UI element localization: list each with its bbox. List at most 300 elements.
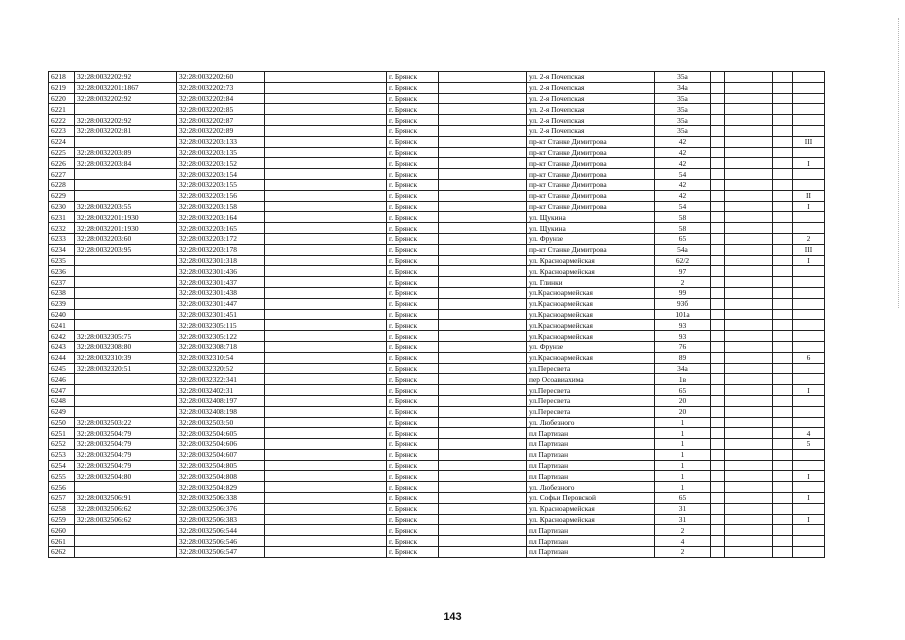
empty-cell [265,439,387,450]
cadastral-number-cell: 32:28:0032203:152 [177,158,265,169]
row-number-cell: 6251 [49,428,75,439]
street-cell: ул.Красноармейская [527,287,655,298]
empty-cell [725,493,773,504]
parent-cadastral-number-cell [75,179,177,190]
empty-cell [711,493,725,504]
parent-cadastral-number-cell [75,266,177,277]
empty-cell [711,449,725,460]
empty-cell [725,439,773,450]
empty-cell [439,439,527,450]
empty-cell [711,287,725,298]
city-cell: г. Брянск [387,201,439,212]
empty-cell [773,514,793,525]
city-cell: г. Брянск [387,503,439,514]
table-row [49,233,825,244]
cadastral-number-cell: 32:28:0032320:52 [177,363,265,374]
city-cell: г. Брянск [387,428,439,439]
house-number-cell: 2 [655,525,711,536]
empty-cell [265,374,387,385]
empty-cell [725,136,773,147]
parent-cadastral-number-cell: 32:28:0032203:95 [75,244,177,255]
parent-cadastral-number-cell [75,104,177,115]
cadastral-number-cell: 32:28:0032506:547 [177,547,265,558]
city-cell: г. Брянск [387,147,439,158]
street-cell: ул.Пересвета [527,385,655,396]
house-number-cell: 89 [655,352,711,363]
parent-cadastral-number-cell [75,547,177,558]
cadastral-number-cell: 32:28:0032408:197 [177,395,265,406]
empty-cell [439,82,527,93]
street-cell: пр-кт Станке Димитрова [527,158,655,169]
cadastral-number-cell: 32:28:0032504:607 [177,449,265,460]
house-number-cell: 54 [655,201,711,212]
empty-cell [773,547,793,558]
city-cell: г. Брянск [387,536,439,547]
street-cell: пл Партизан [527,536,655,547]
empty-cell [711,352,725,363]
street-cell: пр-кт Станке Димитрова [527,179,655,190]
premises-cell: III [793,244,825,255]
row-number-cell: 6241 [49,320,75,331]
street-cell: ул. Фрунзе [527,233,655,244]
empty-cell [265,255,387,266]
city-cell: г. Брянск [387,115,439,126]
city-cell: г. Брянск [387,223,439,234]
city-cell: г. Брянск [387,190,439,201]
page-number: 143 [443,611,462,623]
premises-cell [793,115,825,126]
empty-cell [711,428,725,439]
empty-cell [439,417,527,428]
row-number-cell: 6247 [49,385,75,396]
empty-cell [725,233,773,244]
house-number-cell: 31 [655,503,711,514]
empty-cell [439,169,527,180]
cadastral-number-cell: 32:28:0032503:50 [177,417,265,428]
empty-cell [711,298,725,309]
empty-cell [265,352,387,363]
city-cell: г. Брянск [387,72,439,83]
table-row [49,93,825,104]
empty-cell [265,266,387,277]
empty-cell [725,125,773,136]
empty-cell [773,125,793,136]
empty-cell [439,493,527,504]
parent-cadastral-number-cell: 32:28:0032504:79 [75,460,177,471]
empty-cell [265,158,387,169]
city-cell: г. Брянск [387,179,439,190]
cadastral-number-cell: 32:28:0032506:338 [177,493,265,504]
parent-cadastral-number-cell [75,406,177,417]
premises-cell [793,395,825,406]
street-cell: пр-кт Станке Димитрова [527,201,655,212]
empty-cell [439,287,527,298]
empty-cell [265,406,387,417]
premises-cell [793,125,825,136]
empty-cell [711,406,725,417]
street-cell: ул. Красноармейская [527,266,655,277]
empty-cell [711,395,725,406]
empty-cell [711,233,725,244]
empty-cell [439,460,527,471]
empty-cell [265,503,387,514]
house-number-cell: 1 [655,471,711,482]
empty-cell [439,223,527,234]
cadastral-number-cell: 32:28:0032301:438 [177,287,265,298]
empty-cell [725,266,773,277]
row-number-cell: 6237 [49,277,75,288]
table-row [49,72,825,83]
house-number-cell: 34а [655,82,711,93]
row-number-cell: 6256 [49,482,75,493]
premises-cell [793,72,825,83]
empty-cell [725,309,773,320]
house-number-cell: 1 [655,417,711,428]
empty-cell [773,309,793,320]
street-cell: ул. Красноармейская [527,503,655,514]
row-number-cell: 6238 [49,287,75,298]
empty-cell [773,93,793,104]
parent-cadastral-number-cell: 32:28:0032308:80 [75,341,177,352]
house-number-cell: 101а [655,309,711,320]
empty-cell [265,482,387,493]
street-cell: ул. Щукина [527,212,655,223]
empty-cell [711,482,725,493]
street-cell: ул.Красноармейская [527,320,655,331]
premises-cell: 5 [793,439,825,450]
city-cell: г. Брянск [387,287,439,298]
empty-cell [439,158,527,169]
premises-cell [793,460,825,471]
parent-cadastral-number-cell: 32:28:0032202:92 [75,115,177,126]
house-number-cell: 20 [655,406,711,417]
empty-cell [773,179,793,190]
cadastral-number-cell: 32:28:0032506:544 [177,525,265,536]
row-number-cell: 6235 [49,255,75,266]
empty-cell [439,201,527,212]
empty-cell [439,514,527,525]
parent-cadastral-number-cell: 32:28:0032504:79 [75,449,177,460]
table-row [49,471,825,482]
empty-cell [773,536,793,547]
empty-cell [725,212,773,223]
row-number-cell: 6233 [49,233,75,244]
parent-cadastral-number-cell: 32:28:0032202:81 [75,125,177,136]
empty-cell [265,514,387,525]
cadastral-number-cell: 32:28:0032305:115 [177,320,265,331]
empty-cell [773,428,793,439]
cadastral-number-cell: 32:28:0032203:133 [177,136,265,147]
empty-cell [773,255,793,266]
empty-cell [711,244,725,255]
street-cell: ул. 2-я Почепская [527,115,655,126]
empty-cell [725,514,773,525]
empty-cell [711,158,725,169]
cadastral-number-cell: 32:28:0032301:437 [177,277,265,288]
empty-cell [439,363,527,374]
empty-cell [439,298,527,309]
empty-cell [265,212,387,223]
street-cell: ул.Пересвета [527,363,655,374]
street-cell: ул.Красноармейская [527,331,655,342]
house-number-cell: 58 [655,212,711,223]
empty-cell [711,341,725,352]
empty-cell [439,385,527,396]
empty-cell [725,201,773,212]
city-cell: г. Брянск [387,244,439,255]
empty-cell [725,320,773,331]
street-cell: ул. Красноармейская [527,514,655,525]
cadastral-number-cell: 32:28:0032301:451 [177,309,265,320]
premises-cell [793,298,825,309]
premises-cell: I [793,158,825,169]
empty-cell [439,395,527,406]
empty-cell [439,212,527,223]
empty-cell [773,72,793,83]
empty-cell [711,147,725,158]
city-cell: г. Брянск [387,363,439,374]
premises-cell: III [793,136,825,147]
premises-cell [793,503,825,514]
house-number-cell: 97 [655,266,711,277]
street-cell: ул. Глинки [527,277,655,288]
empty-cell [773,223,793,234]
empty-cell [725,255,773,266]
empty-cell [773,244,793,255]
cadastral-number-cell: 32:28:0032408:198 [177,406,265,417]
empty-cell [439,525,527,536]
house-number-cell: 65 [655,233,711,244]
table-row [49,536,825,547]
premises-cell [793,406,825,417]
empty-cell [711,201,725,212]
street-cell: ул. 2-я Почепская [527,82,655,93]
empty-cell [711,385,725,396]
empty-cell [773,406,793,417]
street-cell: пр-кт Станке Димитрова [527,244,655,255]
empty-cell [711,104,725,115]
street-cell: ул.Красноармейская [527,309,655,320]
empty-cell [265,179,387,190]
premises-cell [793,309,825,320]
table-row [49,514,825,525]
table-row [49,439,825,450]
empty-cell [265,125,387,136]
empty-cell [265,309,387,320]
empty-cell [711,82,725,93]
empty-cell [265,536,387,547]
row-number-cell: 6245 [49,363,75,374]
empty-cell [711,266,725,277]
house-number-cell: 2 [655,547,711,558]
empty-cell [265,417,387,428]
empty-cell [725,374,773,385]
table-row [49,104,825,115]
empty-cell [711,331,725,342]
cadastral-number-cell: 32:28:0032202:73 [177,82,265,93]
city-cell: г. Брянск [387,417,439,428]
empty-cell [439,503,527,514]
empty-cell [773,233,793,244]
empty-cell [265,471,387,482]
empty-cell [439,266,527,277]
premises-cell [793,93,825,104]
empty-cell [265,93,387,104]
house-number-cell: 99 [655,287,711,298]
city-cell: г. Брянск [387,374,439,385]
empty-cell [711,363,725,374]
table-row [49,417,825,428]
parent-cadastral-number-cell: 32:28:0032504:80 [75,471,177,482]
parent-cadastral-number-cell: 32:28:0032504:79 [75,439,177,450]
cadastral-number-cell: 32:28:0032202:89 [177,125,265,136]
city-cell: г. Брянск [387,482,439,493]
house-number-cell: 93 [655,320,711,331]
empty-cell [439,352,527,363]
city-cell: г. Брянск [387,93,439,104]
premises-cell [793,104,825,115]
street-cell: ул. Любезного [527,482,655,493]
city-cell: г. Брянск [387,341,439,352]
parent-cadastral-number-cell [75,320,177,331]
empty-cell [773,136,793,147]
row-number-cell: 6222 [49,115,75,126]
street-cell: ул.Пересвета [527,395,655,406]
house-number-cell: 1в [655,374,711,385]
parent-cadastral-number-cell [75,169,177,180]
row-number-cell: 6226 [49,158,75,169]
city-cell: г. Брянск [387,406,439,417]
empty-cell [725,395,773,406]
house-number-cell: 42 [655,190,711,201]
cadastral-number-cell: 32:28:0032301:318 [177,255,265,266]
city-cell: г. Брянск [387,104,439,115]
street-cell: пл Партизан [527,449,655,460]
row-number-cell: 6220 [49,93,75,104]
empty-cell [773,266,793,277]
row-number-cell: 6249 [49,406,75,417]
empty-cell [265,169,387,180]
table-row [49,179,825,190]
row-number-cell: 6253 [49,449,75,460]
house-number-cell: 93 [655,331,711,342]
empty-cell [773,503,793,514]
parent-cadastral-number-cell: 32:28:0032203:84 [75,158,177,169]
empty-cell [439,93,527,104]
empty-cell [773,115,793,126]
empty-cell [439,104,527,115]
premises-cell [793,320,825,331]
cadastral-number-cell: 32:28:0032310:54 [177,352,265,363]
scan-edge-mark [898,18,900,308]
empty-cell [725,287,773,298]
empty-cell [773,277,793,288]
empty-cell [265,331,387,342]
premises-cell: II [793,190,825,201]
premises-cell [793,363,825,374]
empty-cell [725,158,773,169]
row-number-cell: 6221 [49,104,75,115]
empty-cell [265,547,387,558]
row-number-cell: 6259 [49,514,75,525]
premises-cell [793,277,825,288]
row-number-cell: 6257 [49,493,75,504]
row-number-cell: 6258 [49,503,75,514]
premises-cell: I [793,201,825,212]
empty-cell [725,244,773,255]
row-number-cell: 6223 [49,125,75,136]
cadastral-number-cell: 32:28:0032203:156 [177,190,265,201]
house-number-cell: 54а [655,244,711,255]
empty-cell [711,125,725,136]
empty-cell [773,298,793,309]
city-cell: г. Брянск [387,169,439,180]
house-number-cell: 62/2 [655,255,711,266]
parent-cadastral-number-cell [75,385,177,396]
empty-cell [439,147,527,158]
premises-cell: 2 [793,233,825,244]
empty-cell [711,320,725,331]
street-cell: ул. Фрунзе [527,341,655,352]
table-row [49,460,825,471]
row-number-cell: 6248 [49,395,75,406]
parent-cadastral-number-cell: 32:28:0032506:91 [75,493,177,504]
house-number-cell: 35а [655,93,711,104]
cadastral-number-cell: 32:28:0032504:606 [177,439,265,450]
empty-cell [439,115,527,126]
parent-cadastral-number-cell: 32:28:0032203:55 [75,201,177,212]
empty-cell [773,363,793,374]
empty-cell [265,104,387,115]
city-cell: г. Брянск [387,352,439,363]
house-number-cell: 35а [655,104,711,115]
parent-cadastral-number-cell: 32:28:0032201:1930 [75,212,177,223]
cadastral-number-cell: 32:28:0032506:376 [177,503,265,514]
city-cell: г. Брянск [387,309,439,320]
empty-cell [711,212,725,223]
house-number-cell: 1 [655,439,711,450]
empty-cell [711,460,725,471]
empty-cell [265,190,387,201]
table-row [49,115,825,126]
table-row [49,482,825,493]
row-number-cell: 6262 [49,547,75,558]
empty-cell [439,536,527,547]
empty-cell [439,136,527,147]
empty-cell [265,287,387,298]
table-row [49,169,825,180]
empty-cell [711,309,725,320]
city-cell: г. Брянск [387,233,439,244]
empty-cell [265,233,387,244]
empty-cell [725,428,773,439]
house-number-cell: 1 [655,428,711,439]
empty-cell [439,125,527,136]
house-number-cell: 2 [655,277,711,288]
cadastral-number-cell: 32:28:0032203:135 [177,147,265,158]
empty-cell [439,255,527,266]
parent-cadastral-number-cell [75,287,177,298]
street-cell: ул.Пересвета [527,406,655,417]
cadastral-number-cell: 32:28:0032202:60 [177,72,265,83]
row-number-cell: 6218 [49,72,75,83]
house-number-cell: 35а [655,115,711,126]
empty-cell [439,233,527,244]
empty-cell [265,428,387,439]
empty-cell [773,352,793,363]
row-number-cell: 6260 [49,525,75,536]
row-number-cell: 6224 [49,136,75,147]
